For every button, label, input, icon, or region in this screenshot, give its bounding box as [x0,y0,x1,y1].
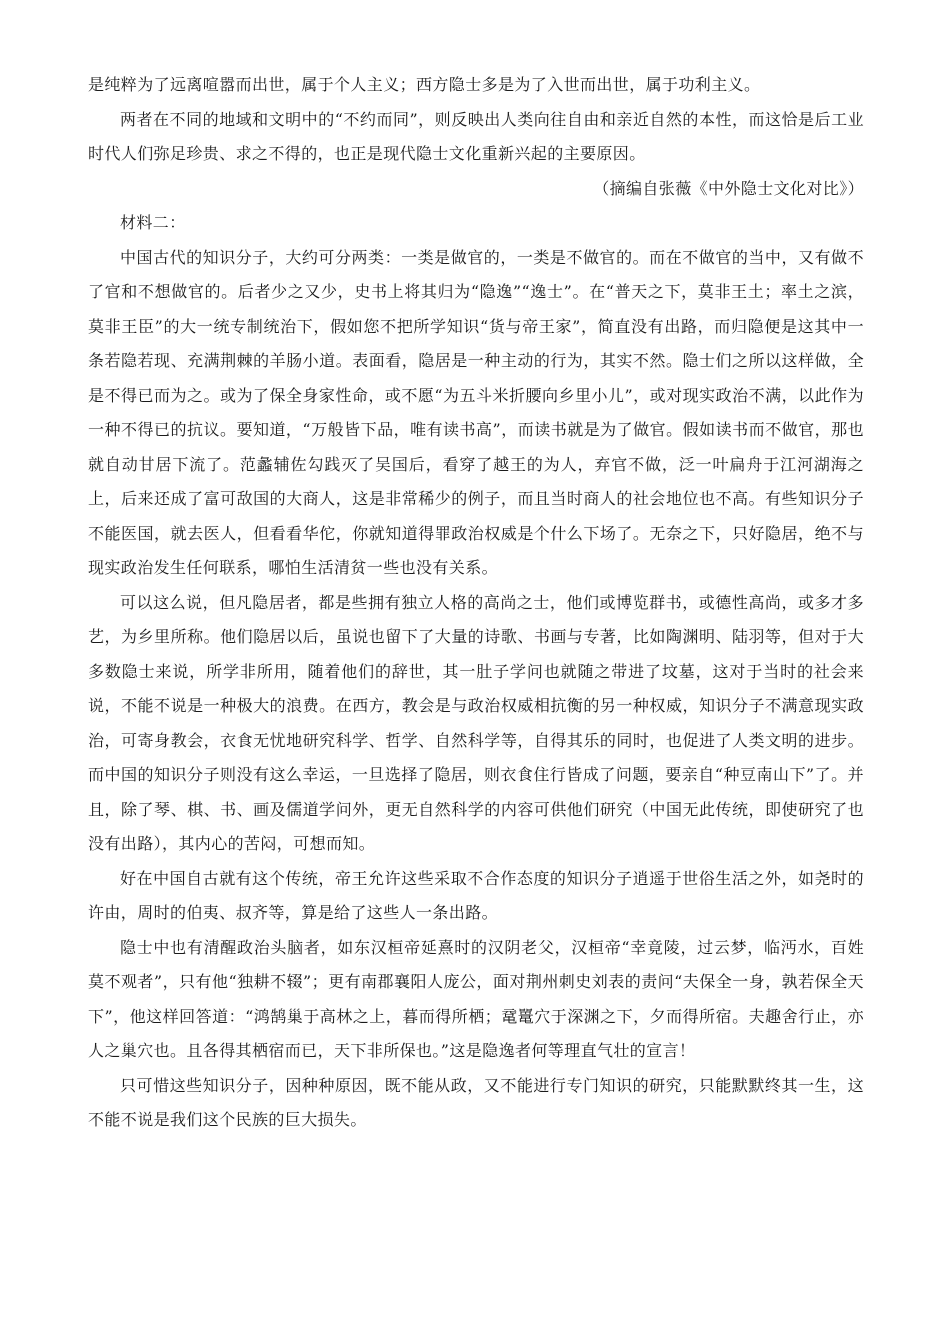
paragraph-intellectuals: 中国古代的知识分子，大约可分两类：一类是做官的，一类是不做官的。而在不做官的当中，又有做不了官和不想做官的。后者少之又少，史书上将其归为“隐逸”“逸士”。在“普天之下，莫非王土；率土之滨，莫非王臣”的大一统专制统治下，假如您不把所学知识“货与帝王家”，简直没有出路，而归隐便是这其中一条若隐若现、充满荆棘的羊肠小道。表面看，隐居是一种主动的行为，其实不然。隐士们之所以这样做，全是不得已而为之。或为了保全身家性命，或不愿“为五斗米折腰向乡里小儿”，或对现实政治不满，以此作为一种不得已的抗议。要知道，“万般皆下品，唯有读书高”，而读书就是为了做官。假如读书而不做官，那也就自动甘居下流了。范蠡辅佐勾践灭了吴国后，看穿了越王的为人，弃官不做，泛一叶扁舟于江河湖海之上，后来还成了富可敌国的大商人，这是非常稀少的例子，而且当时商人的社会地位也不高。有些知识分子不能医国，就去医人，但看看华佗，你就知道得罪政治权威是个什么下场了。无奈之下，只好隐居，绝不与现实政治发生任何联系，哪怕生活清贫一些也没有关系。 [88,247,864,577]
paragraph-continuation: 是纯粹为了远离喧嚣而出世，属于个人主义；西方隐士多是为了入世而出世，属于功利主义。 [88,75,761,94]
paragraph-political-recluses: 隐士中也有清醒政治头脑者，如东汉桓帝延熹时的汉阴老父，汉桓帝“幸竟陵，过云梦，临沔水，百姓莫不观者”，只有他“独耕不辍”；更有南郡襄阳人庞公，面对荆州刺史刘表的责问“夫保全一身，孰若保全天下”，他这样回答道：“鸿鹄巢于高林之上，暮而得所栖；鼋鼍穴于深渊之下，夕而得所宿。夫趣舍行止，亦人之巢穴也。且各得其栖宿而已，天下非所保也。”这是隐逸者何等理直气壮的宣言！ [88,937,864,1060]
paragraph-loss: 只可惜这些知识分子，因种种原因，既不能从政，又不能进行专门知识的研究，只能默默终其一生，这不能不说是我们这个民族的巨大损失。 [88,1075,864,1129]
section-heading-material-two: 材料二： [120,213,186,232]
paragraph-tradition: 好在中国自古就有这个传统，帝王允许这些采取不合作态度的知识分子逍遥于世俗生活之外，如尧时的许由，周时的伯夷、叔齐等，算是给了这些人一条出路。 [88,868,864,922]
document-page [88,68,864,1138]
paragraph-recluses-talent: 可以这么说，但凡隐居者，都是些拥有独立人格的高尚之士，他们或博览群书，或德性高尚，或多才多艺，为乡里所称。他们隐居以后，虽说也留下了大量的诗歌、书画与专著，比如陶渊明、陆羽等，但对于大多数隐士来说，所学非所用，随着他们的辞世，其一肚子学问也就随之带进了坟墓，这对于当时的社会来说，不能不说是一种极大的浪费。在西方，教会是与政治权威相抗衡的另一种权威，知识分子不满意现实政治，可寄身教会，衣食无忧地研究科学、哲学、自然科学等，自得其乐的同时，也促进了人类文明的进步。而中国的知识分子则没有这么幸运，一旦选择了隐居，则衣食住行皆成了问题，要亲自“种豆南山下”了。并且，除了琴、棋、书、画及儒道学问外，更无自然科学的内容可供他们研究（中国无此传统，即使研究了也没有出路），其内心的苦闷，可想而知。 [88,592,864,853]
source-citation: （摘编自张薇《中外隐士文化对比》） [593,178,864,198]
paragraph-conclusion: 两者在不同的地域和文明中的“不约而同”，则反映出人类向往自由和亲近自然的本性，而这恰是后工业时代人们弥足珍贵、求之不得的，也正是现代隐士文化重新兴起的主要原因。 [88,109,864,163]
